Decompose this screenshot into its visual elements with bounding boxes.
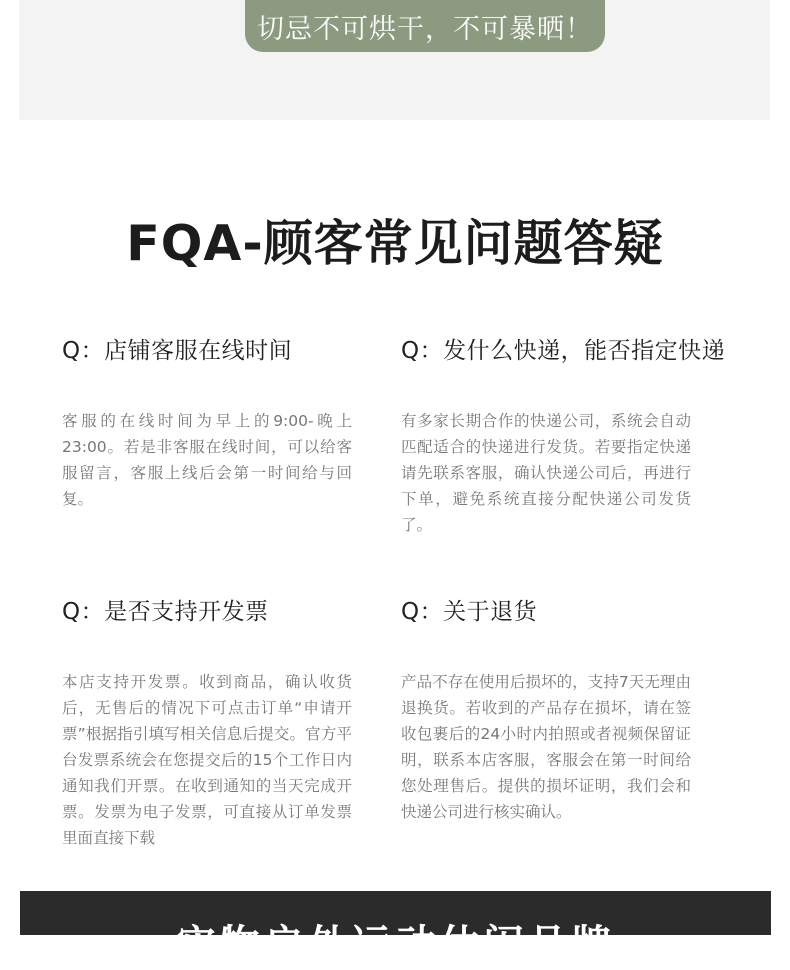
care-instructions-panel — [19, 0, 770, 120]
brand-banner — [20, 891, 771, 968]
faq-answer: 有多家长期合作的快递公司，系统会自动匹配适合的快递进行发货。若要指定快递请先联系客服，确认快递公司后，再进行下单，避免系统直接分配快递公司发货了。 — [401, 412, 691, 534]
no-dry-no-sun-warning: 切忌不可烘干，不可暴晒！ — [245, 0, 605, 52]
faq-item-returns — [401, 593, 691, 821]
faq-answer: 产品不存在使用后损坏的，支持7天无理由退换货。若收到的产品存在损坏，请在签收包裹后的24小时内拍照或者视频保留证明，联系本店客服，客服会在第一时间给您处理售后。提供的损坏证明，我们会和快递公司进行核实确认。 — [401, 673, 691, 821]
faq-section-title: FQA-顾客常见问题答疑 — [126, 215, 664, 272]
faq-question: Q：关于退货 — [401, 599, 538, 625]
faq-answer: 本店支持开发票。收到商品，确认收货后，无售后的情况下可点击订单“申请开票”根据指引填写相关信息后提交。官方平台发票系统会在您提交后的15个工作日内通知我们开票。在收到通知的当天完成开票。发票为电子发票，可直接从订单发票里面直接下载 — [62, 673, 352, 847]
brand-banner-title: 实物户外运动休闲品牌 — [175, 922, 616, 968]
faq-item-invoice — [62, 593, 352, 847]
faq-question: Q：发什么快递，能否指定快递 — [401, 338, 726, 364]
faq-question: Q：店铺客服在线时间 — [62, 338, 293, 364]
faq-answer: 客服的在线时间为早上的9:00-晚上23:00。若是非客服在线时间，可以给客服留言，客服上线后会第一时间给与回复。 — [62, 412, 352, 508]
faq-question: Q：是否支持开发票 — [62, 599, 269, 625]
faq-item-courier — [401, 332, 726, 534]
faq-item-service-hours — [62, 332, 352, 508]
